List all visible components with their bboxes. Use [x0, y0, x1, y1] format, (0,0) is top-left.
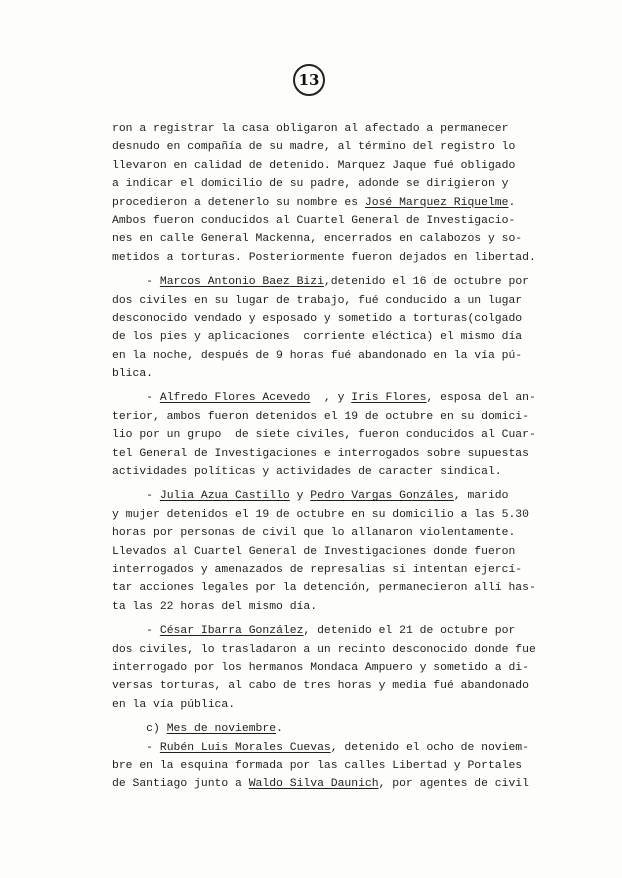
text-line: desconocido vendado y esposado y sometido a torturas(colgado: [112, 312, 523, 325]
text-line: - Marcos Antonio Baez Bizi,detenido el 16 de octubre por: [112, 276, 529, 289]
underlined-name: Mes de noviembre: [166, 723, 277, 736]
underlined-name: Pedro Vargas Gonzáles: [310, 490, 454, 503]
text-line: metidos a torturas. Posteriormente fueron dejados en libertad.: [112, 251, 536, 264]
text-line: tel General de Investigaciones e interrogados sobre supuestas: [112, 447, 529, 460]
text-line: - Alfredo Flores Acevedo , y Iris Flores, esposa del an-: [112, 392, 536, 405]
text-line: terior, ambos fueron detenidos el 19 de octubre en su domici-: [112, 410, 529, 423]
body-text: [112, 120, 582, 794]
text-line: de los pies y aplicaciones corriente eléctica) el mismo día: [112, 331, 523, 344]
text-line: a indicar el domicilio de su padre, adonde se dirigieron y: [112, 178, 509, 191]
text-line: actividades políticas y actividades de caracter sindical.: [112, 466, 502, 479]
text-line: blica.: [112, 368, 154, 381]
text-line: y mujer detenidos el 19 de octubre en su domicilio a las 5.30: [112, 508, 529, 521]
underlined-name: Waldo Silva Daunich: [248, 778, 379, 791]
text-line: - Rubén Luis Morales Cuevas, detenido el ocho de noviem-: [112, 741, 529, 754]
text-line: llevaron en calidad de detenido. Marquez Jaque fué obligado: [112, 159, 516, 172]
text-line: horas por personas de civil que lo allanaron violentamente.: [112, 527, 516, 540]
text-line: - César Ibarra González, detenido el 21 de octubre por: [112, 625, 516, 638]
underlined-name: Iris Flores: [351, 392, 427, 405]
text-line: dos civiles, lo trasladaron a un recinto desconocido donde fue: [112, 643, 536, 656]
text-line: interrogado por los hermanos Mondaca Ampuero y sometido a di-: [112, 661, 529, 674]
underlined-name: Alfredo Flores Acevedo: [159, 392, 311, 405]
page-number: 13: [293, 64, 325, 96]
text-line: en la noche, después de 9 horas fué abandonado en la vía pú-: [112, 349, 523, 362]
text-line: de Santiago junto a Waldo Silva Daunich, por agentes de civil: [112, 778, 529, 791]
text-line: desnudo en compañía de su madre, al término del registro lo: [112, 141, 516, 154]
underlined-name: Rubén Luis Morales Cuevas: [159, 741, 331, 754]
text-line: procedieron a detenerlo su nombre es José Marquez Riquelme.: [112, 196, 516, 209]
text-line: Llevados al Cuartel General de Investigaciones donde fueron: [112, 545, 516, 558]
text-line: c) Mes de noviembre.: [112, 723, 283, 736]
underlined-name: José Marquez Riquelme: [364, 196, 509, 209]
text-line: versas torturas, al cabo de tres horas y media fué abandonado: [112, 680, 529, 693]
text-line: en la vía pública.: [112, 698, 236, 711]
text-line: - Julia Azua Castillo y Pedro Vargas Gonzáles, marido: [112, 490, 509, 503]
underlined-name: Marcos Antonio Baez Bizi: [159, 276, 324, 289]
underlined-name: Julia Azua Castillo: [159, 490, 290, 503]
text-line: ron a registrar la casa obligaron al afectado a permanecer: [112, 123, 509, 135]
underlined-name: César Ibarra González: [159, 625, 304, 638]
text-line: dos civiles en su lugar de trabajo, fué conducido a un lugar: [112, 294, 523, 307]
text-line: ta las 22 horas del mismo día.: [112, 600, 318, 613]
text-line: bre en la esquina formada por las calles Libertad y Portales: [112, 759, 523, 772]
text-line: tar acciones legales por la detención, permanecieron allí has-: [112, 582, 536, 595]
text-line: nes en calle General Mackenna, encerrados en calabozos y so-: [112, 233, 523, 246]
text-line: interrogados y amenazados de represalias si intentan ejercí-: [112, 563, 523, 576]
text-line: Ambos fueron conducidos al Cuartel General de Investigacio-: [112, 214, 516, 227]
text-line: lio por un grupo de siete civiles, fueron conducidos al Cuar-: [112, 429, 536, 442]
